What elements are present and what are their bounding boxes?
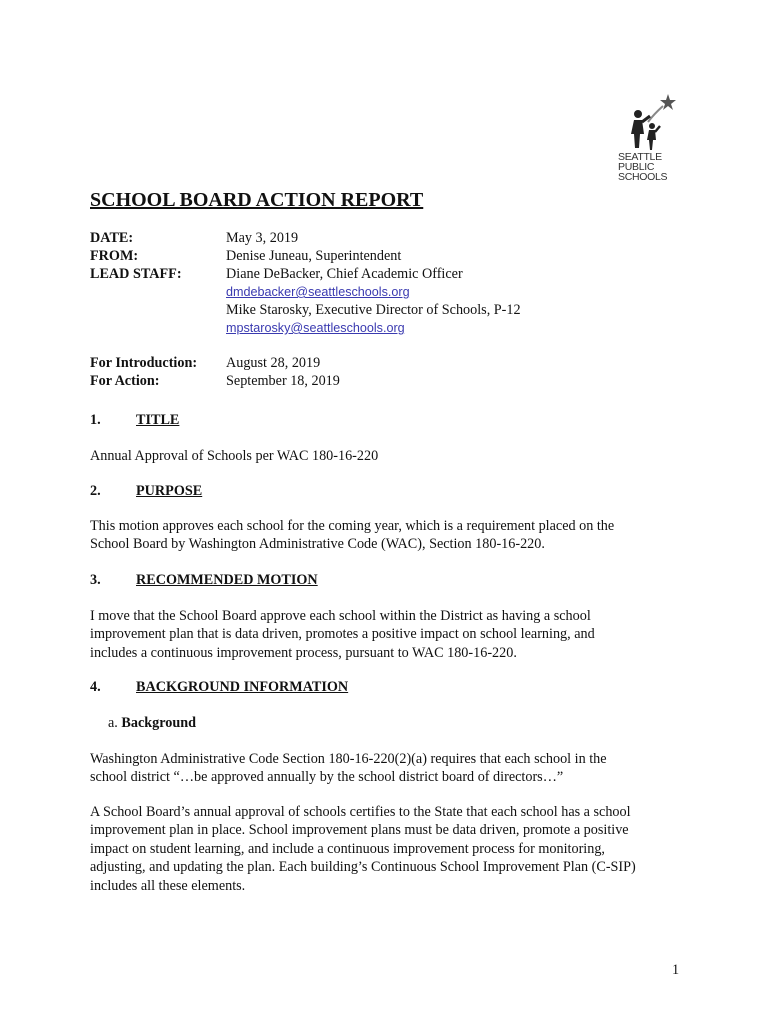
action-date: September 18, 2019 (226, 373, 340, 389)
date-label: DATE: (90, 230, 134, 246)
lead-staff-label: LEAD STAFF: (90, 266, 182, 282)
subsection-title: Background (121, 715, 197, 731)
lead-staff-1-email-link[interactable]: dmdebacker@seattleschools.org (226, 285, 410, 299)
from-row (90, 247, 690, 265)
section-3-body: I move that the School Board approve each school within the District as having a school improvement plan that is data driven, promotes a positive impact on school learning, and includes a continuous improvement process, pursuant to WAC 180-16-220. (90, 608, 595, 661)
section-2-body: This motion approves each school for the coming year, which is a requirement placed on the School Board by Washington Administrative Code (WAC), Section 180-16-220. (90, 518, 615, 553)
section-number: 1. (90, 412, 101, 428)
subsection-a-heading (108, 714, 196, 732)
background-paragraph-2: A School Board’s annual approval of schools certifies to the State that each school has a school improvement plan in place. School improvement plans must be data driven, promote a positive impact on student learning, and include a continuous improvement process for monitoring, adjusting, and updating the plan. Each building’s Continuous School Improvement Plan (C-SIP) includes all these elements. (90, 804, 636, 894)
lead-staff-2-email-row (90, 319, 690, 337)
page-number: 1 (672, 962, 680, 978)
lead-staff-1: Diane DeBacker, Chief Academic Officer (226, 266, 463, 282)
section-title: RECOMMENDED MOTION (136, 572, 318, 588)
from-label: FROM: (90, 248, 139, 264)
lead-staff-2-email-link[interactable]: mpstarosky@seattleschools.org (226, 321, 405, 335)
introduction-label: For Introduction: (90, 355, 198, 371)
section-title: BACKGROUND INFORMATION (136, 679, 349, 695)
header-meta (90, 229, 690, 337)
background-paragraph-1: Washington Administrative Code Section 180-16-220(2)(a) requires that each school in the school district “…be approved annually by the school district board of directors…” (90, 751, 607, 786)
section-number: 3. (90, 572, 101, 588)
subsection-marker: a. (108, 715, 118, 731)
schedule-block (90, 354, 690, 390)
section-number: 2. (90, 483, 101, 499)
lead-staff-2: Mike Starosky, Executive Director of Schools, P-12 (226, 302, 521, 318)
introduction-row (90, 354, 690, 372)
logo-wordmark: SEATTLE PUBLIC SCHOOLS (618, 151, 668, 183)
date-row (90, 229, 690, 247)
lead-staff-row (90, 265, 690, 283)
section-title: PURPOSE (136, 483, 203, 499)
action-row (90, 372, 690, 390)
seattle-public-schools-logo (618, 92, 680, 192)
date-value: May 3, 2019 (226, 230, 299, 246)
section-1-body: Annual Approval of Schools per WAC 180-16-220 (90, 448, 379, 464)
action-label: For Action: (90, 373, 160, 389)
report-title: SCHOOL BOARD ACTION REPORT (90, 189, 424, 211)
section-title: TITLE (136, 412, 180, 428)
section-number: 4. (90, 679, 101, 695)
from-value: Denise Juneau, Superintendent (226, 248, 402, 264)
logo-figures-icon (618, 92, 680, 154)
lead-staff-1-email-row (90, 283, 690, 301)
lead-staff-2-row (90, 301, 690, 319)
introduction-date: August 28, 2019 (226, 355, 321, 371)
